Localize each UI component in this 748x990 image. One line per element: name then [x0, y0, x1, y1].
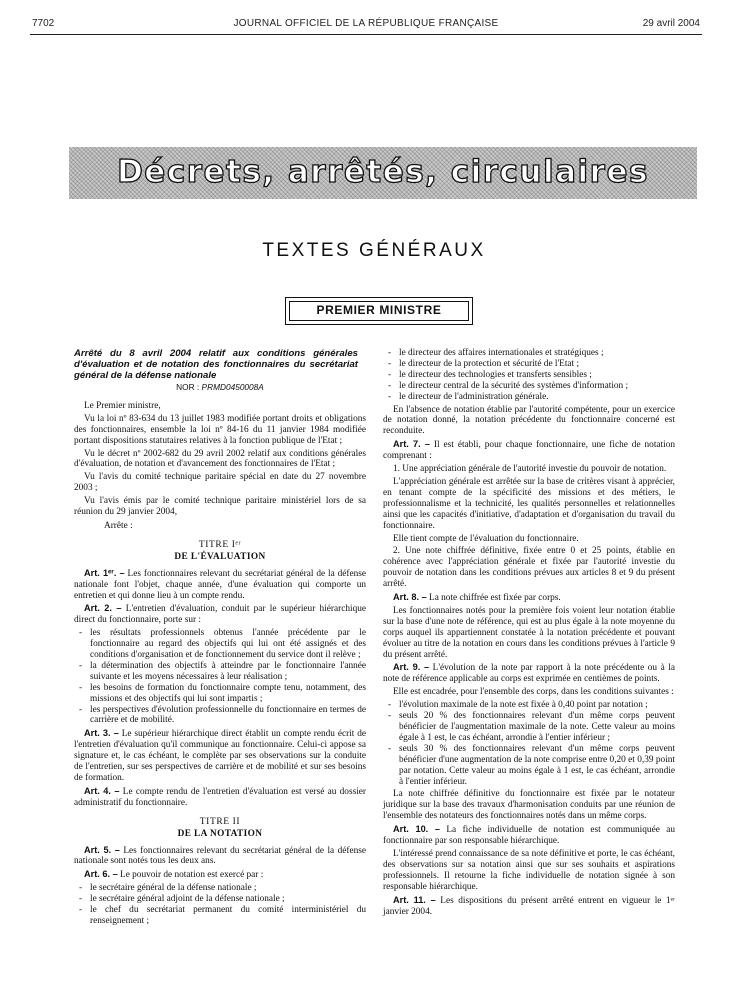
list-item: - le secrétaire général de la défense nationale ; — [74, 883, 366, 894]
right-column — [383, 348, 675, 919]
article-label: Art. 1ᵉʳ. – — [84, 567, 125, 578]
article-text: Les fonctionnaires relevant du secrétariat général de la défense nationale font l'objet, chaque année, d'une évaluation qui comporte un entretien et qui donne lieu à un compte rendu. — [74, 568, 366, 601]
preamble-paragraph: Vu le décret nº 2002-682 du 29 avril 2002 relatif aux conditions générales d'évaluation, de notation et d'avancement des fonctionnaires de l'Etat ; — [74, 448, 366, 470]
article-text: Le compte rendu de l'entretien d'évaluation est versé au dossier administratif du fonctionnaire. — [74, 786, 366, 808]
article-6-list — [74, 883, 366, 927]
article-6-list-continued — [383, 348, 675, 403]
titre-heading: TITRE Iᵉʳ — [198, 539, 242, 550]
preamble-paragraph: Vu l'avis du comité technique paritaire spécial en date du 27 novembre 2003 ; — [74, 472, 366, 494]
body-paragraph: L'appréciation générale est arrêtée sur la base de critères visant à apprécier, en tenant compte de la spécificité des missions et des métiers, le professionnalisme et la technicité, les qualités personnelles et relationnelles ainsi que les capacités d'initiative, d'adaptation et d'organisation du travail du fonctionnaire. — [383, 476, 675, 531]
list-item: - le directeur des affaires internationales et stratégiques ; — [383, 348, 675, 359]
body-paragraph: Elle tient compte de l'évaluation du fonctionnaire. — [393, 533, 579, 544]
list-item: - les résultats professionnels obtenus l'année précédente par le fonctionnaire au regard des objectifs qui lui ont été assignés et des conditions d'organisation et de fonctionnement du service dont il relève ; — [74, 628, 366, 661]
header-rule — [30, 34, 702, 35]
body-paragraph: Elle est encadrée, pour l'ensemble des corps, dans les conditions suivantes : — [393, 687, 674, 698]
list-item: - le chef du secrétariat permanent du comité interministériel du renseignement ; — [74, 905, 366, 927]
nor-reference — [74, 382, 366, 393]
body-paragraph: 2. Une note chiffrée définitive, fixée entre 0 et 25 points, établie en cohérence avec l'appréciation générale et fixée par l'autorité investie du pouvoir de notation dans les conditions prévues aux articles 8 et 9 du présent arrêté. — [383, 546, 675, 590]
article-9 — [383, 662, 675, 685]
list-item: - seuls 30 % des fonctionnaires relevant d'un même corps peuvent bénéficier d'une augmentation de la note comprise entre 0,20 et 0,39 point par notation. Cette valeur au moins égale à 1 est, le cas échéant, arrondie à l'entier inférieur. — [383, 744, 675, 788]
nor-code: PRMD0450008A — [201, 382, 264, 392]
article-6 — [74, 869, 366, 881]
list-item: - les besoins de formation du fonctionnaire compte tenu, notamment, des missions et des objectifs qui lui sont impartis ; — [74, 683, 366, 705]
list-item: - le directeur des technologies et transferts sensibles ; — [383, 370, 675, 381]
body-paragraph: La note chiffrée définitive du fonctionnaire est fixée par le notateur juridique sur la base des travaux d'harmonisation conduits par une réunion de l'ensemble des notateurs des fonctionnaires notés dans un même corps. — [383, 789, 675, 822]
section-title: TEXTES GÉNÉRAUX — [262, 240, 486, 261]
list-item: - le directeur central de la sécurité des systèmes d'information ; — [383, 381, 675, 392]
article-8 — [383, 592, 675, 604]
article-4 — [74, 786, 366, 809]
article-11 — [383, 895, 675, 918]
preamble-paragraph: Vu la loi nº 83-634 du 13 juillet 1983 modifiée portant droits et obligations des fonctionnaires, ensemble la loi nº 84-16 du 11 janvier 1984 modifiée portant dispositions statutaires relatives à la fonction publique de l'Etat ; — [74, 413, 366, 446]
article-text: Il est établi, pour chaque fonctionnaire, une fiche de notation comprenant : — [383, 440, 675, 462]
list-item: - la détermination des objectifs à atteindre par le fonctionnaire l'année suivante et les moyens nécessaires à leur réalisation ; — [74, 661, 366, 683]
article-text: La note chiffrée est fixée par corps. — [426, 593, 561, 604]
ministry-box — [285, 297, 473, 325]
titre-heading: TITRE II — [199, 816, 241, 827]
list-item: - le directeur de la protection et sécurité de l'Etat ; — [383, 359, 675, 370]
preamble-paragraph: Le Premier ministre, — [84, 400, 161, 411]
body-paragraph: Les fonctionnaires notés pour la première fois voient leur notation établie sur la base d'une note de référence, qui est au plus égale à la note moyenne du corps auquel ils appartiennent constatée à la notation précédente et pouvant évoluer au titre de la notation en cours dans les conditions prévues à l'article 9 du présent arrêté. — [383, 605, 675, 660]
article-2-list — [74, 628, 366, 726]
list-item: - le directeur de l'administration générale. — [383, 392, 675, 403]
article-10 — [383, 824, 675, 847]
article-text: La fiche individuelle de notation est communiquée au fonctionnaire par son responsable hiérarchique. — [383, 825, 675, 847]
article-label: Art. 4. – — [84, 785, 120, 796]
article-label: Art. 8. – — [393, 592, 427, 603]
article-label: Art. 3. – — [84, 728, 119, 739]
article-label: Art. 6. – — [84, 869, 118, 880]
article-5 — [74, 845, 366, 868]
titre-subheading: DE LA NOTATION — [177, 828, 263, 839]
article-text: L'entretien d'évaluation, conduit par le supérieur hiérarchique direct du fonctionnaire, porte sur : — [74, 604, 367, 626]
journal-title: JOURNAL OFFICIEL DE LA RÉPUBLIQUE FRANÇAISE — [233, 18, 499, 29]
page-header — [32, 18, 700, 34]
article-7 — [383, 439, 675, 462]
section-banner — [69, 147, 697, 199]
article-text: L'évolution de la note par rapport à la note précédente ou à la note de référence applicable au corps est exprimée en centièmes de points. — [383, 663, 675, 685]
article-label: Art. 9. – — [393, 662, 430, 673]
arrete-title: Arrêté du 8 avril 2004 relatif aux conditions générales d'évaluation et de notation des fonctionnaires du secrétariat général de la défense nationale — [74, 348, 358, 381]
article-1 — [74, 568, 366, 602]
body-paragraph: L'intéressé prend connaissance de sa note définitive et porte, le cas échéant, des observations sur sa notation ainsi que sur ses souhaits et aspirations professionnels. Il retourne la fiche individuelle de notation signée à son responsable hiérarchique. — [383, 848, 675, 892]
article-9-list — [383, 700, 675, 787]
left-column — [74, 348, 366, 929]
list-item: - les perspectives d'évolution professionnelle du fonctionnaire en termes de carrière et de mobilité. — [74, 705, 366, 727]
article-label: Art. 10. – — [393, 824, 440, 835]
article-3 — [74, 728, 366, 784]
article-text: Les dispositions du présent arrêté entrent en vigueur le 1ᵉʳ janvier 2004. — [383, 895, 675, 917]
article-text: Le pouvoir de notation est exercé par : — [117, 870, 264, 881]
page-number: 7702 — [32, 18, 55, 29]
article-text: Les fonctionnaires relevant du secrétariat général de la défense nationale sont notés tous les deux ans. — [74, 845, 366, 867]
article-label: Art. 5. – — [84, 844, 120, 855]
issue-date: 29 avril 2004 — [642, 18, 700, 29]
arrete-word: Arrête : — [104, 520, 133, 531]
titre-subheading: DE L'ÉVALUATION — [174, 551, 266, 562]
list-item: - le secrétaire général adjoint de la défense nationale ; — [74, 894, 366, 905]
banner-title: Décrets, arrêtés, circulaires — [117, 154, 649, 190]
article-label: Art. 2. – — [84, 603, 122, 614]
list-item: - l'évolution maximale de la note est fixée à 0,40 point par notation ; — [383, 700, 675, 711]
article-label: Art. 11. – — [393, 894, 436, 905]
list-item: - seuls 20 % des fonctionnaires relevant d'un même corps peuvent bénéficier de l'augmentation maximale de la note. Cette valeur au moins égale à 1 est, le cas échéant, arrondie à l'entier inférieur ; — [383, 711, 675, 744]
article-2 — [74, 603, 366, 626]
body-paragraph: 1. Une appréciation générale de l'autorité investie du pouvoir de notation. — [393, 464, 667, 475]
nor-label: NOR : — [176, 382, 200, 392]
preamble-paragraph: Vu l'avis émis par le comité technique paritaire ministériel lors de sa réunion du 29 janvier 2004, — [74, 496, 366, 518]
article-label: Art. 7. – — [393, 439, 430, 450]
body-paragraph: En l'absence de notation établie par l'autorité compétente, pour un exercice de notation donné, la notation précédente du fonctionnaire concerné est reconduite. — [383, 404, 675, 437]
ministry-label: PREMIER MINISTRE — [289, 301, 469, 321]
article-text: Le supérieur hiérarchique direct établit un compte rendu écrit de l'entretien d'évaluation qu'il communique au fonctionnaire. Celui-ci appose sa signature et, le cas échéant, le complète par ses observations sur la conduite de l'entretien, sur ses perspectives de carrière et de mobilité et sur ses besoins de formation. — [74, 729, 366, 783]
